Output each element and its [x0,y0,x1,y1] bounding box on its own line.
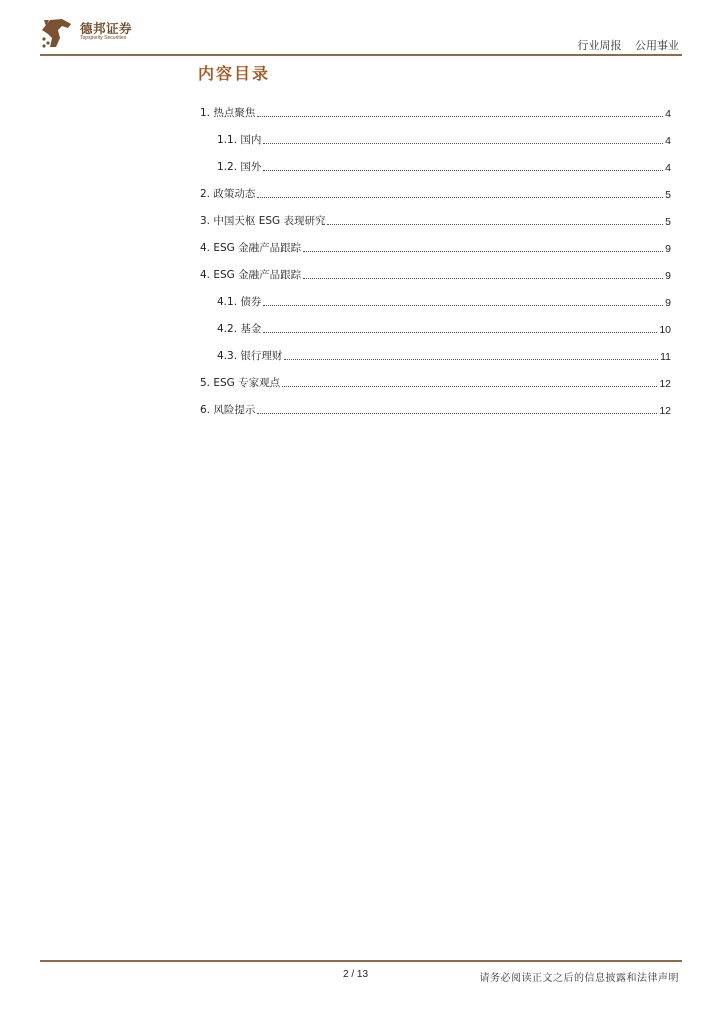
toc-entry[interactable] [217,283,671,309]
toc-title: 内容目录 [198,64,271,83]
toc-entry-page: 12 [659,378,671,390]
toc-leader-dots [303,251,663,252]
report-category [578,37,680,53]
toc-leader-dots [263,305,663,306]
toc-entry-label: 2. 政策动态 [200,188,256,200]
toc-leader-dots [282,386,657,387]
toc-entry-label: 4. ESG 金融产品跟踪 [200,269,302,281]
header-divider [40,54,682,56]
toc-leader-dots [257,413,657,414]
toc-entry-page: 11 [660,351,671,363]
toc-entry-page: 12 [659,405,671,417]
toc-entry[interactable] [200,391,671,417]
toc-entry-label: 4. ESG 金融产品跟踪 [200,242,302,254]
toc-entry[interactable] [200,229,671,255]
toc-entry[interactable] [217,121,671,147]
toc-entry-label: 4.3. 银行理财 [217,350,283,362]
toc-entry[interactable] [200,256,671,282]
toc-leader-dots [284,359,658,360]
toc-entry[interactable] [200,94,671,120]
footer-divider [40,960,682,962]
toc-entry[interactable] [217,310,671,336]
toc-entry-page: 4 [665,162,671,174]
toc-entry-page: 5 [665,216,671,228]
toc-leader-dots [257,116,663,117]
toc-leader-dots [263,332,657,333]
toc-entry[interactable] [200,202,671,228]
toc-entry-label: 1.2. 国外 [217,161,262,173]
toc-entry-page: 4 [665,135,671,147]
toc-entry-label: 4.1. 债券 [217,296,262,308]
toc-entry-label: 1.1. 国内 [217,134,262,146]
report-type: 行业周报 [577,39,622,52]
toc-entry[interactable] [217,337,671,363]
toc-entry-label: 4.2. 基金 [217,323,262,335]
toc-entry[interactable] [200,175,671,201]
company-logo [40,16,140,52]
toc-entry-page: 9 [665,297,671,309]
toc-leader-dots [303,278,663,279]
toc-entry[interactable] [200,364,671,390]
toc-leader-dots [327,224,663,225]
toc-entry-page: 10 [659,324,671,336]
toc-entry[interactable] [217,148,671,174]
toc-entry-page: 9 [665,243,671,255]
page-number: 2 / 13 [343,969,369,980]
toc-entry-label: 6. 风险提示 [200,404,256,416]
topsperity-logo-icon [40,16,74,50]
toc-entry-label: 5. ESG 专家观点 [200,377,281,389]
toc-leader-dots [263,170,663,171]
toc-entry-page: 9 [665,270,671,282]
toc-entry-page: 4 [665,108,671,120]
toc-entry-label: 3. 中国天枢 ESG 表现研究 [200,215,326,227]
brand-name-en: Topsperity Securities [80,35,127,41]
toc-leader-dots [257,197,663,198]
industry-name: 公用事业 [635,39,679,52]
toc-entry-page: 5 [665,189,671,201]
toc-entry-label: 1. 热点聚焦 [200,107,256,119]
brand-name-cn: 德邦证券 [80,21,133,36]
legal-disclaimer: 请务必阅读正文之后的信息披露和法律声明 [479,973,679,984]
toc-leader-dots [263,143,663,144]
